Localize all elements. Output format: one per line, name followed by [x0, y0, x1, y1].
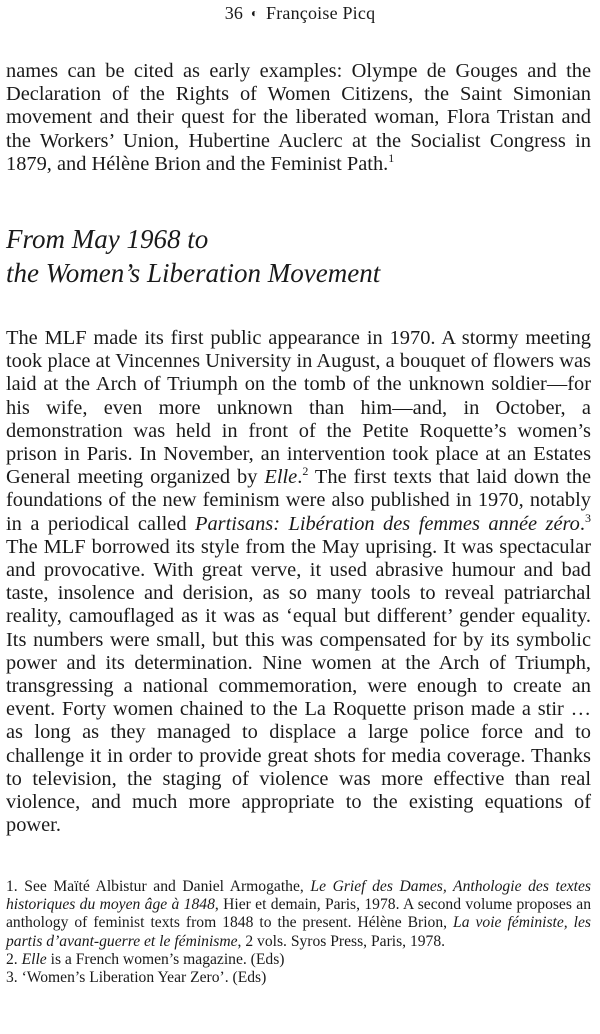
- footnote-text: 2.: [6, 950, 22, 968]
- running-head: [0, 3, 600, 24]
- section-heading: [6, 222, 591, 290]
- footnote-text: , Hier et demain, Paris, 1978. A second volume proposes an anthology of feminist texts from 1848 to the present. Hélène Brion,: [6, 896, 591, 932]
- magazine-title: Elle: [21, 950, 47, 968]
- footnote-ref-3[interactable]: 3: [585, 510, 591, 525]
- footnote-ref-2[interactable]: 2: [302, 464, 309, 479]
- section-heading-line-2: the Women’s Liberation Movement: [6, 258, 381, 288]
- paragraph-text: The first texts that laid down the foundations of the new feminism were also published in 1970, notably in a periodical called: [6, 466, 591, 535]
- paragraph-text: The MLF borrowed its style from the May uprising. It was spectacular and provocative. With great verve, it used abrasive humour and bad taste, insolence and derision, as so many tools to reveal patriarchal reality, camouflaged as it was as ‘equal but different’ gender equality. Its numbers were small, but this was compensated for by its symbolic power and its determination. Nine women at the Arch of Triumph, transgressing a national commemoration, were enough to create an event. Forty women chained to the La Roquette prison made a stir … as long as they managed to displace a large police force and to challenge it in order to provide great shots for media coverage. Thanks to television, the staging of violence was more effective than real violence, and much more appropriate to the existing equations of power.: [6, 535, 591, 837]
- paragraph-text: The MLF made its first public appearance in 1970. A stormy meeting took place at Vincennes University in August, a bouquet of flowers was laid at the Arch of Triumph on the tomb of the unknown soldier—for his wife, even more unknown than him—and, in October, a demonstration was held in front of the Petite Roquette’s women’s prison in Paris. In November, an intervention took place at an Estates General meeting organized by: [6, 327, 591, 489]
- magazine-title: Elle: [264, 466, 298, 489]
- book-title: Le Grief des Dames, Anthologie des textes historiques du moyen âge à 1848: [6, 878, 591, 914]
- continued-paragraph: [6, 60, 591, 176]
- footnote-text: is a French women’s magazine. (Eds): [46, 950, 285, 968]
- separator-ornament-icon: ◐: [250, 6, 259, 20]
- main-paragraph: [6, 327, 591, 837]
- paragraph-text: .: [579, 512, 585, 535]
- footnotes: [6, 878, 591, 987]
- footnote-text: , 2 vols. Syros Press, Paris, 1978.: [237, 932, 446, 950]
- book-title: La voie féministe, les partis d’avant-guerre et le féminisme: [6, 914, 591, 950]
- footnote-text: 1. See Maïté Albistur and Daniel Armogathe,: [6, 878, 311, 895]
- footnote-3: 3. ‘Women’s Liberation Year Zero’. (Eds): [6, 969, 267, 987]
- footnote-2: [6, 951, 591, 969]
- running-head-author: Françoise Picq: [265, 3, 376, 23]
- paragraph-text: names can be cited as early examples: Olympe de Gouges and the Declaration of the Rights of Women Citizens, the Saint Simonian movement and their quest for the liberated woman, Flora Tristan and the Workers’ Union, Hubertine Auclerc at the Socialist Congress in 1879, and Hélène Brion and the Feminist Path.: [6, 60, 591, 175]
- footnote-1: [6, 878, 591, 951]
- footnote-ref-1[interactable]: 1: [388, 150, 395, 165]
- periodical-title: Partisans: Libération des femmes année zéro: [195, 512, 580, 535]
- page-number: 36: [224, 3, 244, 23]
- section-heading-line-1: From May 1968 to: [6, 224, 209, 254]
- paragraph-text: .: [297, 466, 303, 489]
